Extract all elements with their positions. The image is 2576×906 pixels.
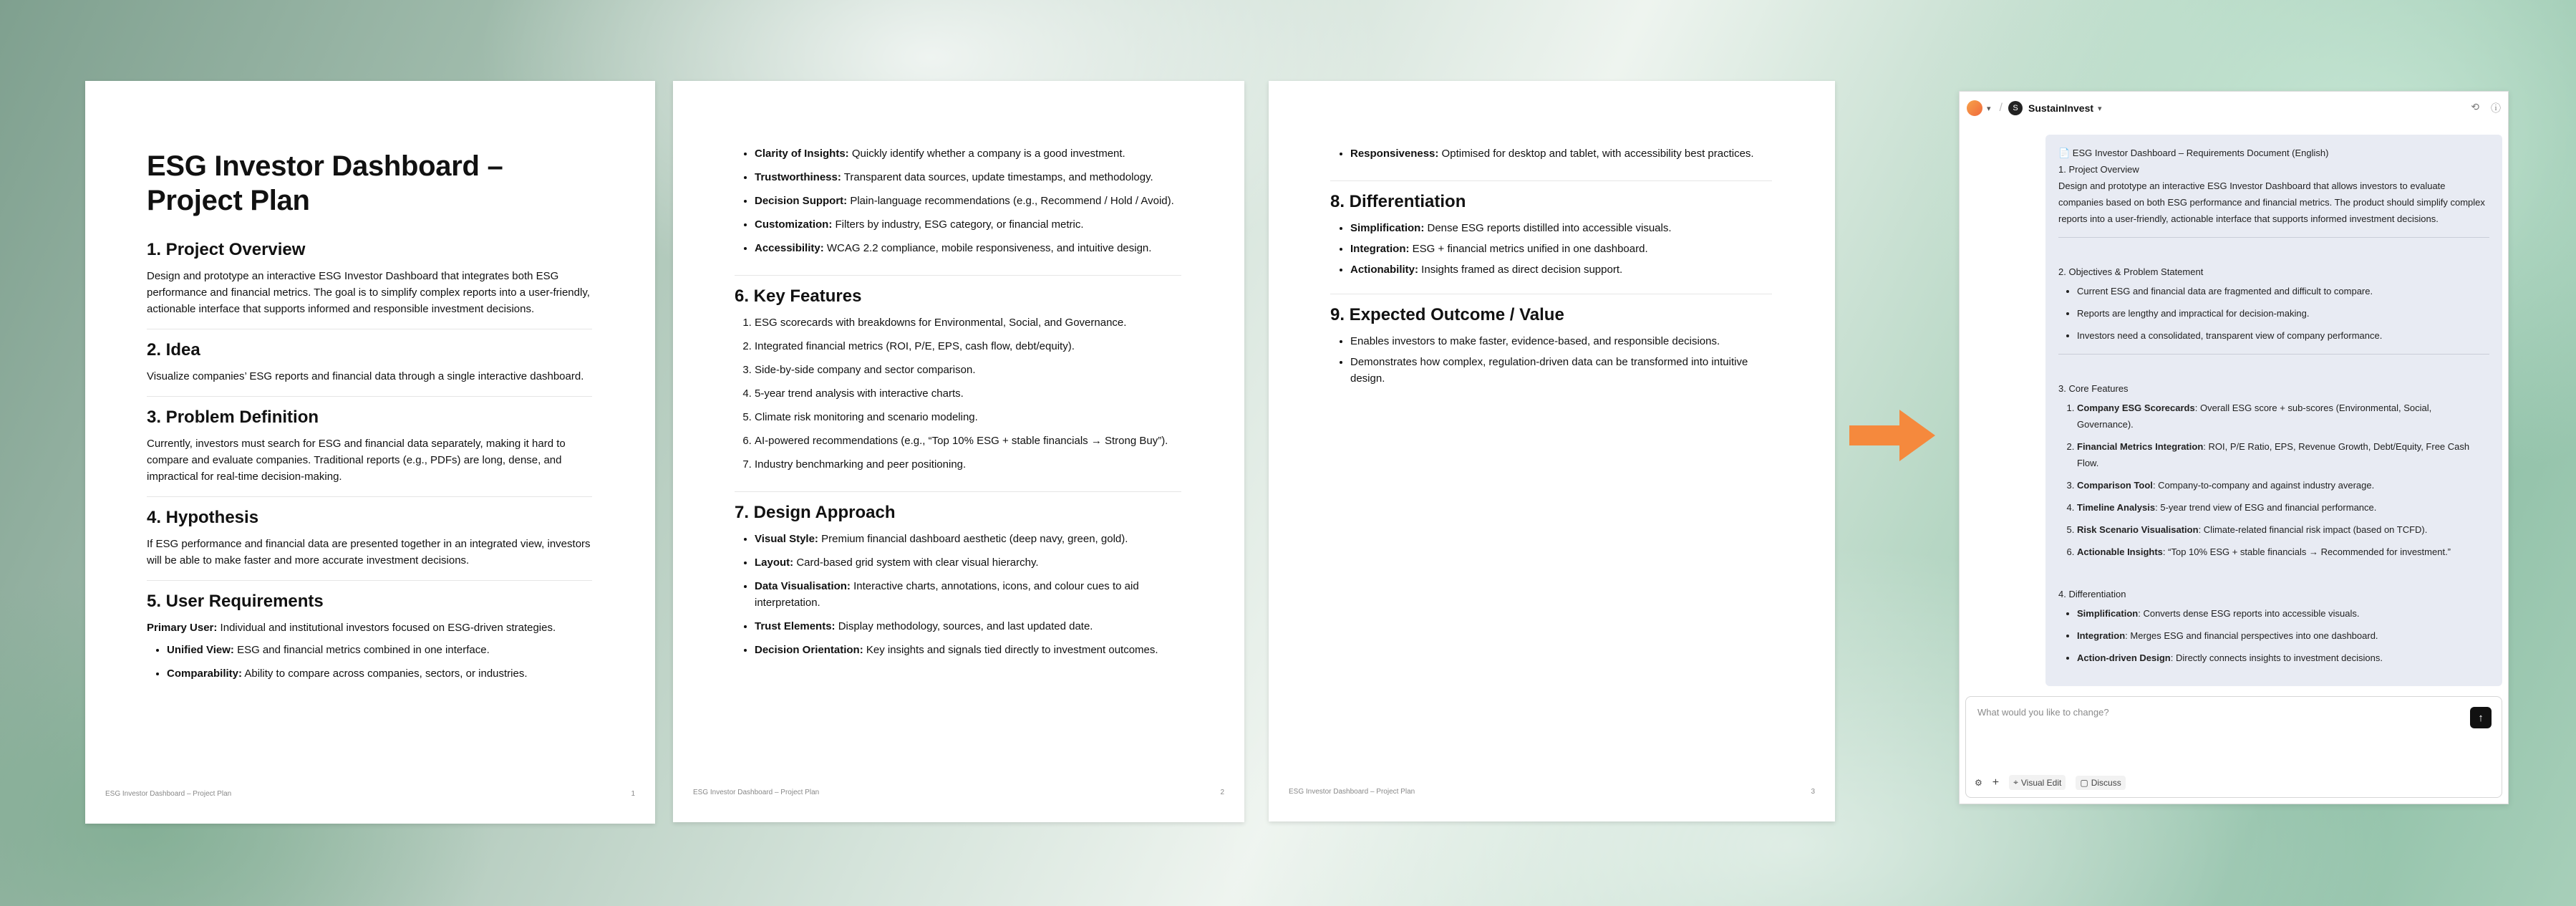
section-text: If ESG performance and financial data are presented together in an integrated view, investors will be able to make faster and more accurate investment decisions. (147, 538, 591, 567)
list-item (755, 531, 1181, 547)
bold-label: Risk Scenario Visualisation (2077, 524, 2199, 535)
section-heading: 9. Expected Outcome / Value (1330, 305, 1564, 324)
message-heading: 2. Objectives & Problem Statement (2058, 266, 2204, 277)
list-item (755, 554, 1181, 571)
item-text: Transparent data sources, update timestamps, and methodology. (841, 171, 1153, 183)
project-name[interactable]: SustainInvest (2028, 102, 2094, 114)
list-item: 2. Integrated financial metrics (ROI, P/E, EPS, cash flow, debt/equity). (755, 338, 1181, 355)
chat-composer[interactable] (1965, 696, 2502, 798)
list-item (755, 193, 1181, 209)
list-item: 7. Industry benchmarking and peer positioning. (755, 456, 1181, 473)
list-item: • Reports are lengthy and impractical for decision-making. (2077, 305, 2489, 322)
project-avatar[interactable]: S (2008, 101, 2023, 115)
section-heading: 2. Idea (147, 340, 200, 360)
help-icon[interactable]: ⓘ (2491, 102, 2501, 114)
section-heading: 7. Design Approach (735, 503, 896, 522)
message-heading: 1. Project Overview (2058, 164, 2139, 175)
list-item (2077, 521, 2489, 538)
list-item (755, 578, 1181, 611)
bold-label: Data Visualisation: (755, 580, 851, 592)
item-text: : “Top 10% ESG + stable financials → Recommended for investment.” (2162, 546, 2451, 557)
item-text: : 5-year trend view of ESG and financial performance. (2155, 502, 2377, 513)
list-item: 1. ESG scorecards with breakdowns for Environmental, Social, and Governance. (755, 314, 1181, 331)
send-button[interactable] (2470, 707, 2492, 728)
item-text: Optimised for desktop and tablet, with accessibility best practices. (1438, 148, 1754, 160)
page-2-content (735, 145, 1181, 687)
message-heading: 3. Core Features (2058, 383, 2129, 394)
bold-label: Responsiveness: (1350, 148, 1439, 160)
primary-user-text (147, 620, 592, 636)
section-text: Design and prototype an interactive ESG Investor Dashboard that integrates both ESG performance and financial metrics. The goal is to simplify complex reports into a user-friendly, actionable interface that supports informed and responsible investment decisions. (147, 270, 590, 315)
item-text: Ability to compare across companies, sectors, or industries. (242, 668, 528, 680)
item-text: Individual and institutional investors focused on ESG-driven strategies. (217, 622, 556, 634)
document-page-3 (1269, 81, 1835, 821)
section-heading: 5. User Requirements (147, 592, 324, 611)
bold-label: Decision Orientation: (755, 644, 863, 656)
discuss-button[interactable] (2076, 776, 2125, 790)
section-heading: 4. Hypothesis (147, 508, 259, 527)
bold-label: Customization: (755, 218, 833, 231)
bold-label: Trust Elements: (755, 620, 836, 632)
message-heading: 4. Differentiation (2058, 589, 2126, 599)
list-item (167, 642, 592, 658)
discuss-label: Discuss (2091, 777, 2121, 788)
bold-label: Company ESG Scorecards (2077, 403, 2195, 413)
visual-edit-icon: ⌖ (2013, 777, 2018, 787)
bold-label: Integration: (1350, 243, 1410, 255)
page-footer (693, 789, 1224, 796)
bold-label: Financial Metrics Integration (2077, 441, 2204, 452)
item-text: Plain-language recommendations (e.g., Recommend / Hold / Avoid). (847, 195, 1174, 207)
item-text: Card-based grid system with clear visual hierarchy. (793, 556, 1039, 569)
item-text: : Merges ESG and financial perspectives into one dashboard. (2125, 630, 2378, 641)
list-item (2077, 544, 2489, 560)
footer-title: ESG Investor Dashboard – Project Plan (105, 790, 232, 798)
bold-label: Comparability: (167, 668, 243, 680)
list-item (755, 618, 1181, 635)
bold-label: Actionability: (1350, 264, 1419, 276)
list-item: 4. 5-year trend analysis with interactive charts. (755, 385, 1181, 402)
item-text: Display methodology, sources, and last updated date. (835, 620, 1093, 632)
bold-label: Action-driven Design (2077, 652, 2171, 663)
top-bar (1960, 92, 2508, 125)
item-text: Filters by industry, ESG category, or financial metric. (832, 218, 1084, 231)
list-item (2077, 499, 2489, 516)
history-icon[interactable]: ⟲ (2471, 101, 2479, 112)
item-text: ESG and financial metrics combined in one interface. (233, 644, 490, 656)
list-item (1350, 241, 1772, 257)
bold-label: Comparison Tool (2077, 480, 2153, 491)
document-title: ESG Investor Dashboard – Project Plan (147, 150, 503, 216)
bold-label: Actionable Insights (2077, 546, 2163, 557)
message-title: 📄 ESG Investor Dashboard – Requirements Document (English) (2058, 148, 2329, 158)
section-heading: 1. Project Overview (147, 240, 306, 259)
item-text: Dense ESG reports distilled into accessible visuals. (1424, 222, 1672, 234)
list-item: 6. AI-powered recommendations (e.g., “Top 10% ESG + stable financials → Strong Buy”). (755, 433, 1181, 449)
item-text: Insights framed as direct decision support. (1418, 264, 1623, 276)
composer-toolbar (1975, 775, 2126, 790)
footer-title: ESG Investor Dashboard – Project Plan (693, 789, 820, 796)
breadcrumb-separator: / (1999, 102, 2003, 114)
bold-label: Simplification: (1350, 222, 1425, 234)
section-heading: 8. Differentiation (1330, 192, 1466, 211)
bold-label: Integration (2077, 630, 2126, 641)
list-item (1350, 145, 1772, 162)
list-item: 3. Side-by-side company and sector comparison. (755, 362, 1181, 378)
list-item (2077, 477, 2489, 493)
list-item (755, 145, 1181, 162)
chat-message (2045, 135, 2502, 686)
item-text: : Directly connects insights to investment decisions. (2170, 652, 2383, 663)
chat-icon: ▢ (2080, 777, 2088, 788)
page-1-content (147, 149, 592, 710)
footer-title: ESG Investor Dashboard – Project Plan (1289, 788, 1415, 796)
visual-edit-button[interactable] (2009, 775, 2066, 790)
bold-label: Clarity of Insights: (755, 148, 849, 160)
bold-label: Simplification (2077, 608, 2139, 619)
document-page-1 (85, 81, 655, 824)
list-item (2077, 650, 2489, 666)
item-text: ESG + financial metrics unified in one dashboard. (1409, 243, 1648, 255)
section-heading: 6. Key Features (735, 286, 862, 306)
item-text: : ROI, P/E Ratio, EPS, Revenue Growth, Debt/Equity, Free Cash Flow. (2077, 441, 2470, 468)
bold-label: Layout: (755, 556, 794, 569)
list-item (2077, 400, 2489, 433)
section-text: Visualize companies’ ESG reports and financial data through a single interactive dashboard. (147, 370, 584, 382)
item-text: : Overall ESG score + sub-scores (Environmental, Social, Governance). (2077, 403, 2432, 430)
list-item (2077, 438, 2489, 471)
divider (2058, 354, 2489, 355)
bold-label: Primary User: (147, 622, 218, 634)
bold-label: Decision Support: (755, 195, 848, 207)
item-text: WCAG 2.2 compliance, mobile responsiveness, and intuitive design. (823, 242, 1152, 254)
list-item (167, 665, 592, 682)
list-item: • Investors need a consolidated, transparent view of company performance. (2077, 327, 2489, 344)
list-item (755, 216, 1181, 233)
chevron-down-icon[interactable]: ▾ (2098, 104, 2102, 113)
list-item (1350, 261, 1772, 278)
page-number: 1 (631, 790, 635, 798)
item-text: Interactive charts, annotations, icons, and colour cues to aid interpretation. (755, 580, 1139, 609)
list-item (2077, 605, 2489, 622)
bold-label: Timeline Analysis (2077, 502, 2156, 513)
list-item (755, 169, 1181, 185)
item-text: Premium financial dashboard aesthetic (deep navy, green, gold). (818, 533, 1128, 545)
visual-edit-label: Visual Edit (2020, 777, 2062, 788)
item-text: Key insights and signals tied directly to investment outcomes. (863, 644, 1158, 656)
section-heading: 3. Problem Definition (147, 408, 319, 427)
right-arrow-icon (1849, 410, 1935, 461)
bold-label: Accessibility: (755, 242, 824, 254)
list-item (1350, 220, 1772, 236)
list-item: 5. Climate risk monitoring and scenario modeling. (755, 409, 1181, 425)
divider (2058, 237, 2489, 238)
item-text: : Climate-related financial risk impact (based on TCFD). (2198, 524, 2428, 535)
item-text: Quickly identify whether a company is a good investment. (848, 148, 1125, 160)
bold-label: Unified View: (167, 644, 234, 656)
list-item (755, 240, 1181, 256)
page-footer (105, 790, 635, 798)
item-text: : Company-to-company and against industry average. (2152, 480, 2375, 491)
chevron-down-icon[interactable]: ▾ (1987, 104, 1991, 113)
section-text: Currently, investors must search for ESG and financial data separately, making it hard to compare and evaluate companies. Traditional reports (e.g., PDFs) are long, dense, and impractical for real-time decision-making. (147, 438, 566, 483)
list-item (755, 642, 1181, 658)
page-number: 2 (1220, 789, 1224, 796)
page-footer (1289, 788, 1815, 796)
list-item: • Enables investors to make faster, evidence-based, and responsible decisions. (1350, 333, 1772, 350)
bold-label: Trustworthiness: (755, 171, 841, 183)
list-item (2077, 627, 2489, 644)
composer-input[interactable]: What would you like to change? (1977, 707, 2109, 718)
page-number: 3 (1811, 788, 1815, 796)
app-logo[interactable] (1967, 100, 1982, 116)
settings-icon[interactable]: ⚙ (1975, 777, 1982, 788)
plus-icon[interactable]: + (1992, 776, 2000, 789)
message-text: Design and prototype an interactive ESG Investor Dashboard that allows investors to evaluate companies based on both ESG performance and financial metrics. The product should simplify complex reports into a user-friendly, actionable interface that supports informed investment decisions. (2058, 180, 2485, 224)
page-3-content (1330, 145, 1772, 413)
bold-label: Visual Style: (755, 533, 818, 545)
document-page-2 (673, 81, 1244, 822)
list-item: • Demonstrates how complex, regulation-driven data can be transformed into intuitive design. (1350, 354, 1772, 387)
app-window (1959, 91, 2509, 804)
list-item: • Current ESG and financial data are fragmented and difficult to compare. (2077, 283, 2489, 299)
arrow-up-icon: ↑ (2478, 711, 2484, 724)
item-text: : Converts dense ESG reports into accessible visuals. (2138, 608, 2360, 619)
